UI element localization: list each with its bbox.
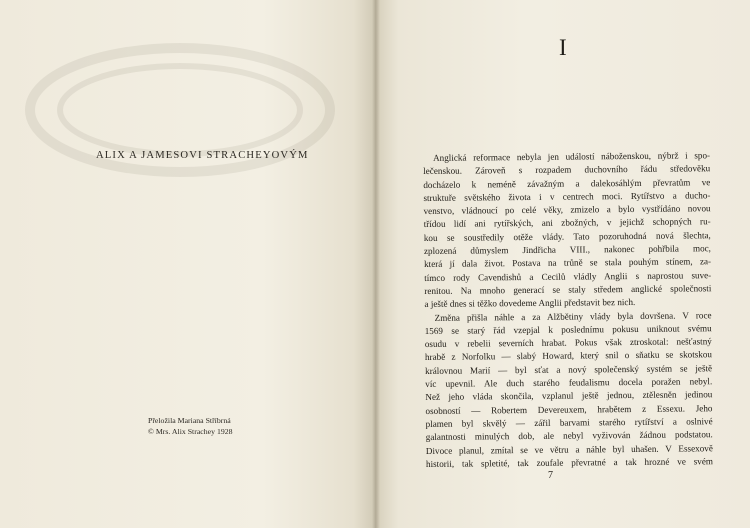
text-line: víc upevnil. Ale duch starého feudalismu docela poražen nebyl.	[425, 376, 713, 390]
text-line: struktuře světského života i v centrech moci. Rytířstvo a ducho-	[423, 190, 711, 203]
book-gutter	[372, 0, 380, 528]
translation-credits	[148, 416, 233, 437]
translator-credit: Přeložila Mariana Stříbrná	[148, 416, 231, 425]
text-line: lečenskou. Zároveň s rozpadem duchovního řádu středověku	[423, 163, 711, 177]
text-line: venstvo, vládnoucí po celé věky, zmizelo a bylo vystřídáno novou	[423, 203, 711, 217]
text-line: Anglická reformace nebyla jen událostí náboženskou, nýbrž i spo-	[433, 150, 711, 163]
text-line: královnou Marií — byl sťat a nový společenský systém se ještě	[425, 362, 713, 376]
text-line: historii, tak spletité, tak zoufale převratné a tak hrozné ve svém	[425, 456, 714, 469]
text-line: kou se soustředily otěže vlády. Tato pozoruhodná nová šlechta,	[423, 230, 711, 243]
text-line: Divoce planul, zmítal se ve větru a náhle byl uhašen. V Essexově	[425, 442, 713, 456]
copyright-notice: © Mrs. Alix Strachey 1928	[148, 426, 233, 436]
text-line: která jí dala život. Postava na trůně se stala pouhým stínem, za-	[424, 256, 712, 270]
text-line: tímco rody Cavendishů a Cecilů vládly Anglii s naprostou suve-	[424, 269, 712, 283]
body-text	[423, 149, 713, 471]
chapter-number: I	[559, 35, 567, 60]
text-line: třídou lidí ani rytířských, ani zbožných, v jejichž schopných ru-	[423, 216, 711, 230]
dedication: ALIX A JAMESOVI STRACHEYOVÝM	[96, 150, 309, 161]
text-line: renitou. Na mnoho generací se staly středem anglické společnosti	[424, 283, 712, 296]
text-line: osudu v rebelii severních hrabat. Pokus však ztroskotal: nešťastný	[424, 336, 712, 350]
text-line: a ještě dnes si těžko dovedeme Anglii představit bez nich.	[424, 297, 636, 310]
text-line: 1569 se starý řád vzepjal k poslednímu pokusu uniknout svému	[424, 323, 712, 336]
text-line: hrabě z Norfolku — slabý Howard, který snil o sňatku se skotskou	[424, 349, 713, 363]
show-through-ornament	[20, 35, 340, 185]
text-line: galantnosti minulých dob, ale nebyl vyživován žádnou podstatou.	[425, 429, 713, 443]
text-line: Než jeho vláda skončila, vzplanul ještě jednou, ztělesněn jedinou	[425, 389, 713, 403]
text-line: Změna přišla náhle a za Alžbětiny vlády byla dovršena. V roce	[434, 309, 712, 323]
text-line: osobností — Robertem Devereuxem, hrabětem z Essexu. Jeho	[425, 402, 713, 416]
text-line: plamen byl skvělý — zářil barvami starého rytířství a oslnivé	[425, 416, 713, 429]
text-line: zplozená důmyslem Jindřicha VIII., nakonec pohřbila moc,	[423, 243, 711, 257]
page-number: 7	[548, 470, 553, 481]
text-line: docházelo k neméně závažným a dalekosáhlým převratům ve	[423, 176, 711, 190]
